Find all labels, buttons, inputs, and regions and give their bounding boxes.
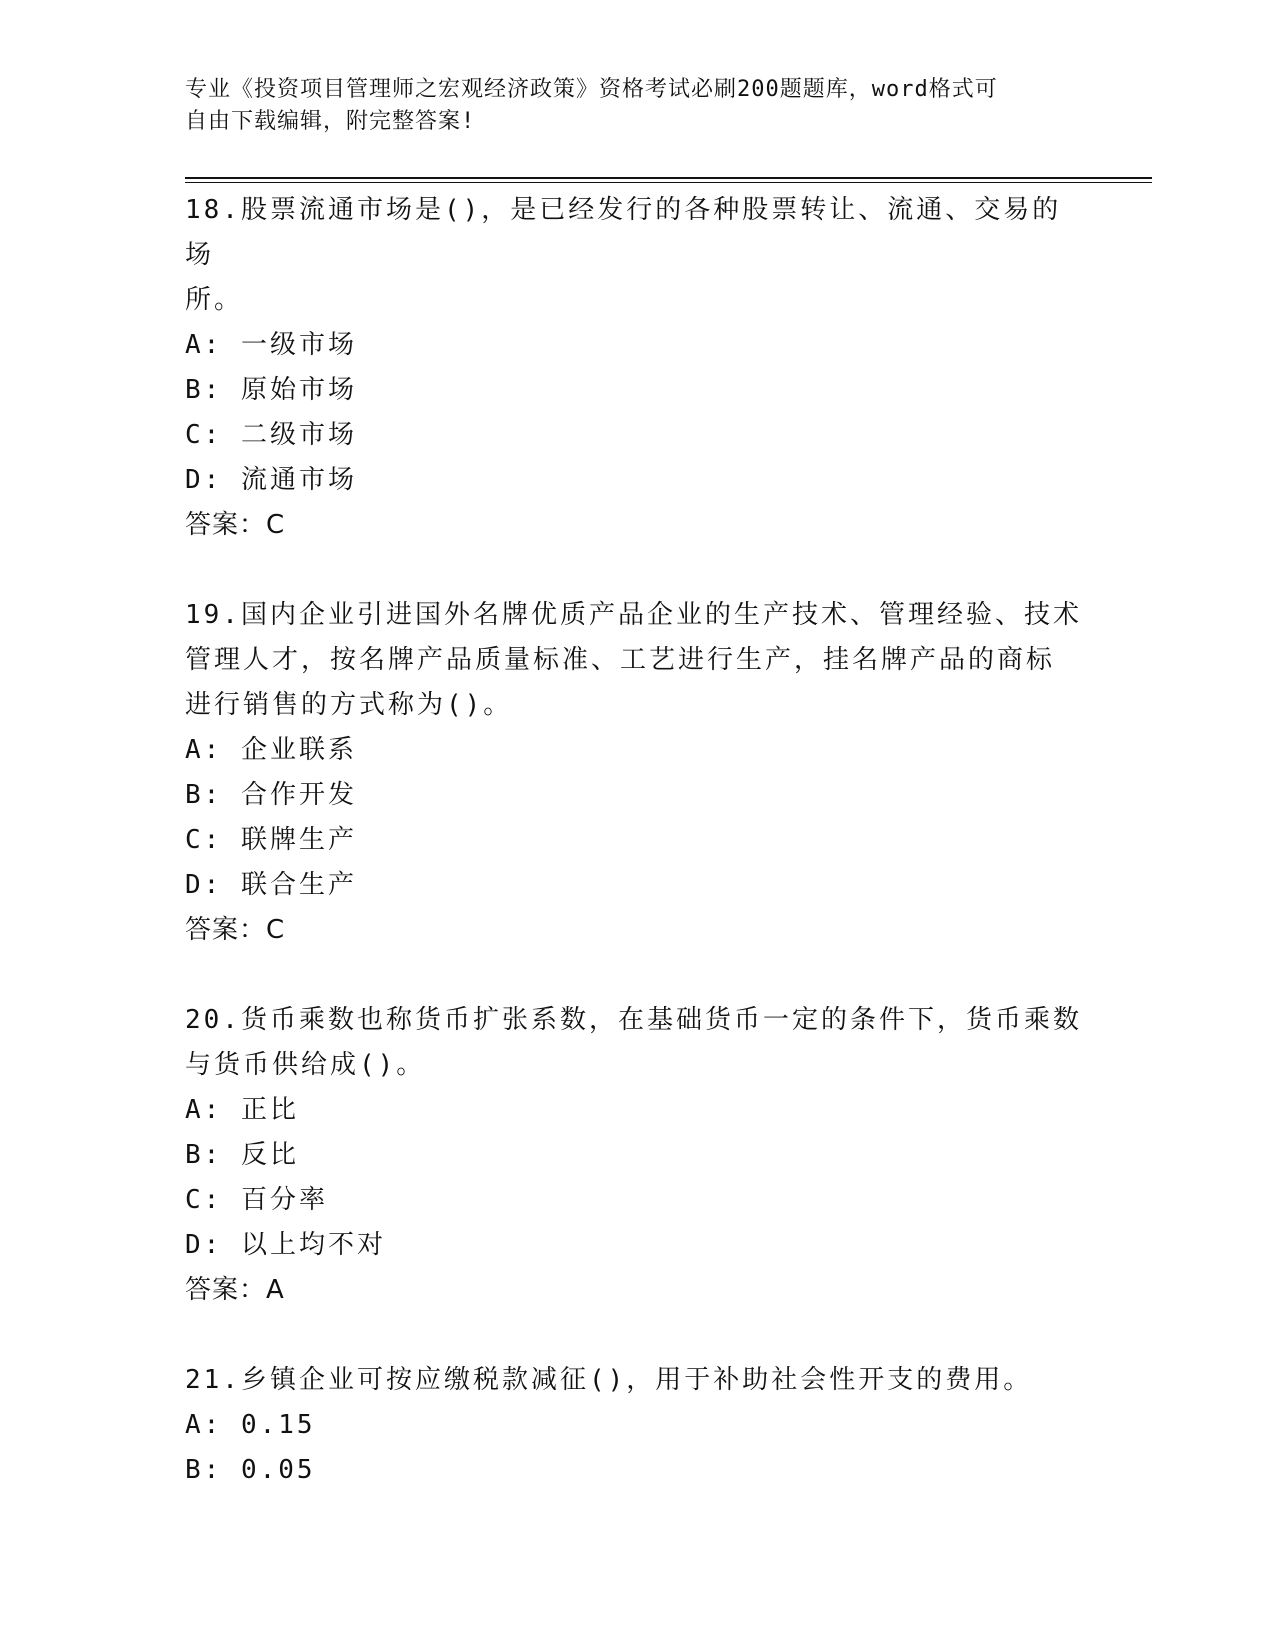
option-c: C: 百分率 bbox=[185, 1185, 328, 1215]
option-a: A: 企业联系 bbox=[185, 735, 357, 765]
question-20 bbox=[185, 998, 1085, 1313]
option-b: B: 反比 bbox=[185, 1140, 299, 1170]
option-d: D: 以上均不对 bbox=[185, 1230, 386, 1260]
question-stem-line: 20.货币乘数也称货币扩张系数，在基础货币一定的条件下，货币乘数 bbox=[185, 1005, 1082, 1035]
option-b: B: 原始市场 bbox=[185, 375, 357, 405]
header-rule-thin bbox=[185, 182, 1152, 183]
option-d: D: 联合生产 bbox=[185, 870, 357, 900]
question-21 bbox=[185, 1358, 1085, 1493]
question-stem-line: 18.股票流通市场是()，是已经发行的各种股票转让、流通、交易的场 bbox=[185, 195, 1062, 270]
answer: 答案：A bbox=[185, 1275, 285, 1305]
header-line-1: 专业《投资项目管理师之宏观经济政策》资格考试必刷200题题库，word格式可 bbox=[185, 77, 998, 102]
question-19 bbox=[185, 593, 1085, 953]
option-d: D: 流通市场 bbox=[185, 465, 357, 495]
option-b: B: 合作开发 bbox=[185, 780, 357, 810]
option-c: C: 二级市场 bbox=[185, 420, 357, 450]
answer: 答案：C bbox=[185, 510, 286, 540]
question-stem-line: 所。 bbox=[185, 285, 244, 315]
question-stem-line: 19.国内企业引进国外名牌优质产品企业的生产技术、管理经验、技术 bbox=[185, 600, 1082, 630]
question-stem-line: 21.乡镇企业可按应缴税款减征()，用于补助社会性开支的费用。 bbox=[185, 1365, 1033, 1395]
option-a: A: 0.15 bbox=[185, 1410, 316, 1440]
question-stem-line: 管理人才，按名牌产品质量标准、工艺进行生产，挂名牌产品的商标 bbox=[185, 645, 1056, 675]
header-rule-thick bbox=[185, 177, 1152, 179]
header-line-2: 自由下载编辑，附完整答案! bbox=[185, 109, 476, 134]
option-b: B: 0.05 bbox=[185, 1455, 316, 1485]
question-list bbox=[185, 188, 1085, 1538]
answer: 答案：C bbox=[185, 915, 286, 945]
question-18 bbox=[185, 188, 1085, 548]
document-header bbox=[185, 74, 1065, 138]
option-a: A: 一级市场 bbox=[185, 330, 357, 360]
option-a: A: 正比 bbox=[185, 1095, 299, 1125]
question-stem-line: 进行销售的方式称为()。 bbox=[185, 690, 513, 720]
option-c: C: 联牌生产 bbox=[185, 825, 357, 855]
question-stem-line: 与货币供给成()。 bbox=[185, 1050, 426, 1080]
